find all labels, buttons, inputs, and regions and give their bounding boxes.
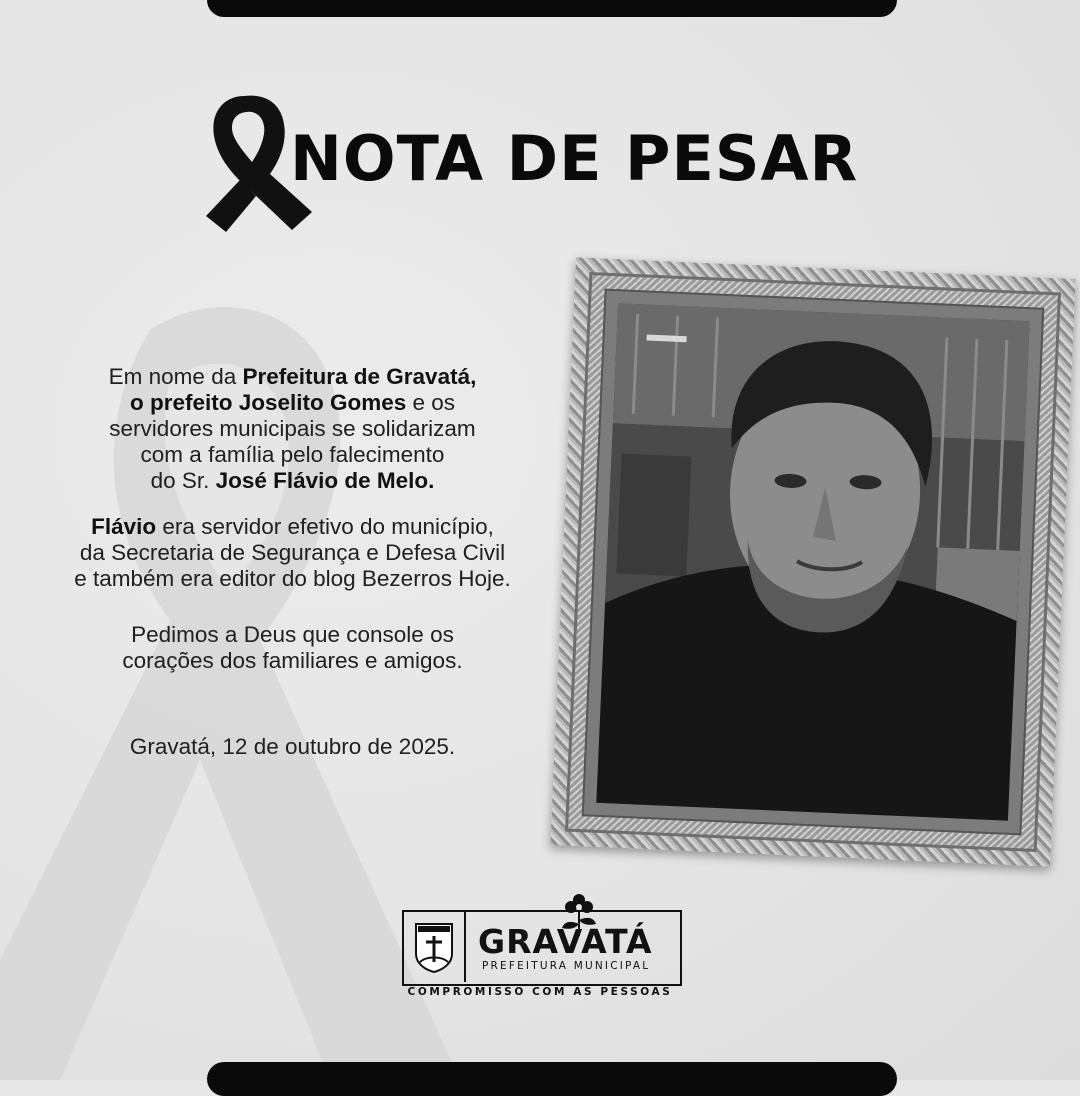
biography-paragraph: Flávio era servidor efetivo do município, da Secretaria de Segurança e Defesa Civil e também era editor do blog Bezerros Hoje. [74,514,511,591]
top-bar [207,0,897,17]
city-crest-icon [412,918,456,974]
bottom-bar [207,1062,897,1096]
mayor-name: o prefeito Joselito Gomes [129,390,407,415]
portrait-frame [550,257,1075,866]
page-title: NOTA DE PESAR [290,122,859,195]
city-hall-name: Prefeitura de Gravatá, [242,364,477,389]
logo-subtitle: PREFEITURA MUNICIPAL [482,960,651,972]
city-hall-logo [402,892,682,1002]
condolence-paragraph: Em nome da Prefeitura de Gravatá, o prefeito Joselito Gomes e os servidores municipais se solidarizam com a família pelo falecimento do Sr. José Flávio de Melo. [108,364,477,493]
portrait-photo [596,303,1029,820]
deceased-name: José Flávio de Melo. [215,468,435,493]
date-line: Gravatá, 12 de outubro de 2025. [129,734,456,759]
logo-tagline: COMPROMISSO COM AS PESSOAS [407,986,673,998]
prayer-paragraph: Pedimos a Deus que console os corações dos familiares e amigos. [122,622,463,673]
logo-name: GRAVATÁ [478,922,653,961]
